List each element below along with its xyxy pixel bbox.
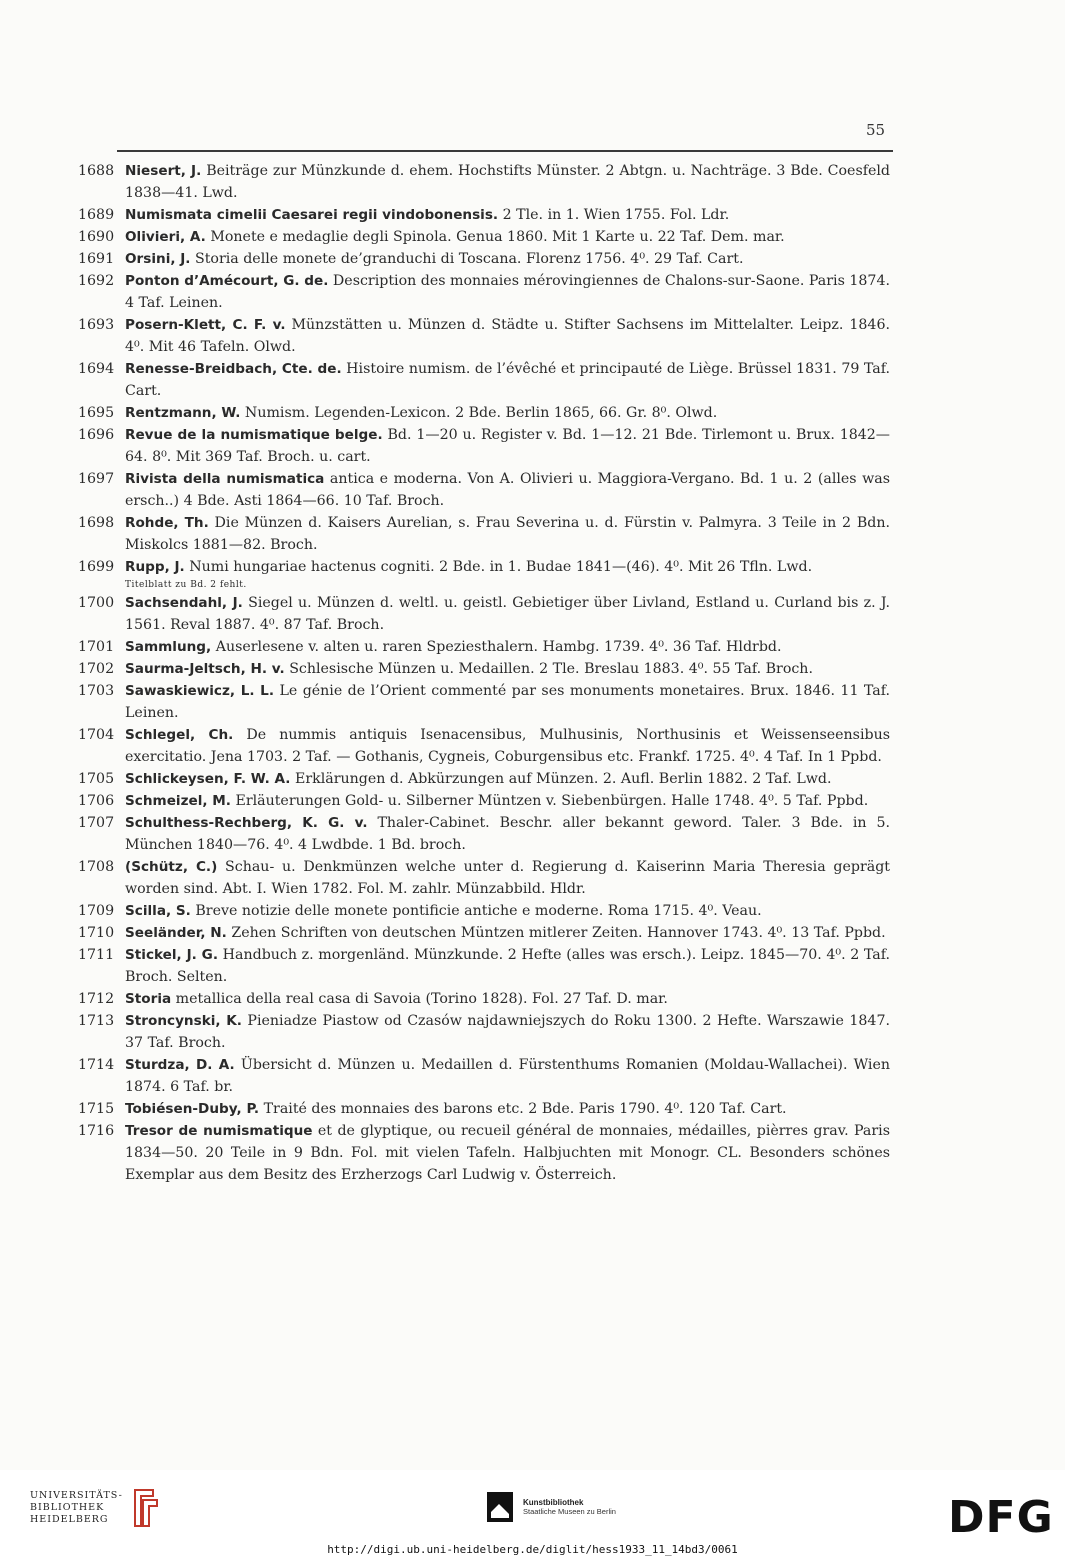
catalogue-entry: [78, 248, 890, 270]
entry-body: [125, 204, 890, 226]
kunstbibliothek-subtitle: Staatliche Museen zu Berlin: [523, 1507, 616, 1516]
entry-number: 1688: [78, 163, 115, 179]
entry-number: 1715: [78, 1101, 115, 1117]
entry-number: 1692: [78, 273, 115, 289]
entry-author: Tobiésen-Duby, P.: [125, 1101, 260, 1117]
entry-number: 1700: [78, 595, 115, 611]
entry-author: Sawaskiewicz, L. L.: [125, 683, 275, 699]
entry-body: [125, 358, 890, 402]
entry-body: [125, 1010, 890, 1054]
entry-number: 1711: [78, 947, 115, 963]
catalogue-entry: [78, 658, 890, 680]
entry-author: Schlickeysen, F. W. A.: [125, 771, 291, 787]
entry-body: [125, 512, 890, 556]
entry-body: [125, 468, 890, 512]
entry-number: 1712: [78, 991, 115, 1007]
entry-number: 1690: [78, 229, 115, 245]
catalogue-entry: [78, 1098, 890, 1120]
kunstbibliothek-emblem-icon: [487, 1492, 513, 1522]
entry-number: 1695: [78, 405, 115, 421]
entry-description: Schlesische Münzen u. Medaillen. 2 Tle. Breslau 1883. 4⁰. 55 Taf. Broch.: [284, 661, 813, 677]
entry-number: 1707: [78, 815, 115, 831]
entry-description: Auserlesene v. alten u. raren Speziesthalern. Hambg. 1739. 4⁰. 36 Taf. Hldrbd.: [211, 639, 782, 655]
page-number: 55: [866, 121, 886, 139]
entry-description: Pieniadze Piastow od Czasów najdawniejszych do Roku 1300. 2 Hefte. Warszawie 1847. 37 Taf. Broch.: [125, 1013, 890, 1051]
entry-description: antica e moderna. Von A. Olivieri u. Maggiora-Vergano. Bd. 1 u. 2 (alles was ersch..) 4 Bde. Asti 1864—66. 10 Taf. Broch.: [125, 471, 890, 509]
source-url[interactable]: http://digi.ub.uni-heidelberg.de/diglit/hess1933_11_14bd3/0061: [327, 1543, 738, 1556]
header-rule: [117, 150, 893, 152]
entry-author: Schulthess-Rechberg, K. G. v.: [125, 815, 368, 831]
entry-body: [125, 812, 890, 856]
catalogue-entry: [78, 1054, 890, 1098]
dfg-logo[interactable]: DFG: [948, 1492, 1054, 1543]
entry-description: et de glyptique, ou recueil général de monnaies, médailles, pièrres grav. Paris 1834—50. 20 Teile in 9 Bdn. Fol. mit vielen Tafeln. Halbjuchten mit Monogr. CL. Besonders schönes Exemplar aus dem Besitz des Erzherzogs Carl Ludwig v. Österreich.: [125, 1123, 890, 1183]
library-emblem-icon: [131, 1486, 161, 1530]
entry-description: Traité des monnaies des barons etc. 2 Bde. Paris 1790. 4⁰. 120 Taf. Cart.: [259, 1101, 787, 1117]
entry-body: [125, 680, 890, 724]
entry-author: Scilla, S.: [125, 903, 191, 919]
catalogue-entry: [78, 592, 890, 636]
entry-author: (Schütz, C.): [125, 859, 218, 875]
entry-body: [125, 856, 890, 900]
catalogue-entry: [78, 900, 890, 922]
entry-number: 1699: [78, 559, 115, 575]
entry-author: Posern-Klett, C. F. v.: [125, 317, 286, 333]
entry-author: Tresor de numismatique: [125, 1123, 313, 1139]
entry-description: Zehen Schriften von deutschen Müntzen mitlerer Zeiten. Hannover 1743. 4⁰. 13 Taf. Ppbd.: [226, 925, 886, 941]
catalogue-entry: [78, 944, 890, 988]
entry-body: [125, 724, 890, 768]
entry-author: Orsini, J.: [125, 251, 191, 267]
entry-description: De nummis antiquis Isenacensibus, Mulhusinis, Northusinis et Weissenseensibus exercitatio. Jena 1703. 2 Taf. — Gothanis, Cygneis, Coburgensibus etc. Frankf. 1725. 4⁰. 4 Taf. In 1 Ppbd.: [125, 727, 891, 765]
entry-body: [125, 160, 890, 204]
catalogue-entry: [78, 856, 890, 900]
entry-body: [125, 636, 890, 658]
entry-number: 1701: [78, 639, 115, 655]
entry-body: [125, 944, 890, 988]
entry-body: [125, 1054, 890, 1098]
entry-body: [125, 790, 890, 812]
entry-number: 1696: [78, 427, 115, 443]
entry-description: Breve notizie delle monete pontificie antiche e moderne. Roma 1715. 4⁰. Veau.: [190, 903, 762, 919]
entry-author: Stickel, J. G.: [125, 947, 218, 963]
catalogue-entry: [78, 812, 890, 856]
catalogue-entry: [78, 314, 890, 358]
entry-description: Erklärungen d. Abkürzungen auf Münzen. 2. Aufl. Berlin 1882. 2 Taf. Lwd.: [290, 771, 832, 787]
catalogue-entry: [78, 680, 890, 724]
entry-number: 1708: [78, 859, 115, 875]
catalogue-entry: [78, 988, 890, 1010]
entry-number: 1704: [78, 727, 115, 743]
catalogue-entries: [78, 160, 890, 1186]
catalogue-entry: [78, 1120, 890, 1186]
entry-number: 1693: [78, 317, 115, 333]
catalogue-entry: [78, 636, 890, 658]
entry-author: Rivista della numismatica: [125, 471, 325, 487]
kunstbibliothek-title: Kunstbibliothek: [523, 1498, 584, 1507]
entry-description: Numism. Legenden-Lexicon. 2 Bde. Berlin 1865, 66. Gr. 8⁰. Olwd.: [240, 405, 718, 421]
catalogue-entry: [78, 204, 890, 226]
catalogue-entry: [78, 226, 890, 248]
entry-number: 1691: [78, 251, 115, 267]
heidelberg-library-logo[interactable]: [30, 1486, 161, 1530]
entry-body: [125, 556, 890, 592]
catalogue-entry: [78, 358, 890, 402]
entry-body: [125, 988, 890, 1010]
entry-body: [125, 922, 890, 944]
entry-number: 1714: [78, 1057, 115, 1073]
entry-author: Saurma-Jeltsch, H. v.: [125, 661, 285, 677]
entry-number: 1689: [78, 207, 115, 223]
entry-author: Rupp, J.: [125, 559, 185, 575]
entry-body: [125, 658, 890, 680]
catalogue-entry: [78, 724, 890, 768]
entry-number: 1710: [78, 925, 115, 941]
entry-body: [125, 1098, 890, 1120]
entry-author: Rohde, Th.: [125, 515, 209, 531]
entry-note: Titelblatt zu Bd. 2 fehlt.: [125, 580, 247, 590]
entry-description: Bd. 1—20 u. Register v. Bd. 1—12. 21 Bde. Tirlemont u. Brux. 1842—64. 8⁰. Mit 369 Taf. Broch. u. cart.: [125, 427, 890, 465]
entry-body: [125, 226, 890, 248]
entry-number: 1702: [78, 661, 115, 677]
entry-body: [125, 248, 890, 270]
catalogue-entry: [78, 768, 890, 790]
entry-description: Le génie de l’Orient commenté par ses monuments monetaires. Brux. 1846. 11 Taf. Leinen.: [125, 683, 890, 721]
catalogue-entry: [78, 424, 890, 468]
entry-author: Sturdza, D. A.: [125, 1057, 235, 1073]
entry-author: Schmeizel, M.: [125, 793, 231, 809]
entry-number: 1705: [78, 771, 115, 787]
entry-description: Monete e medaglie degli Spinola. Genua 1860. Mit 1 Karte u. 22 Taf. Dem. mar.: [205, 229, 785, 245]
entry-author: Numismata cimelii Caesarei regii vindobonensis.: [125, 207, 499, 223]
entry-description: Die Münzen d. Kaisers Aurelian, s. Frau Severina u. d. Fürstin v. Palmyra. 3 Teile in 2 Bdn. Miskolcs 1881—82. Broch.: [125, 515, 890, 553]
entry-number: 1703: [78, 683, 115, 699]
kunstbibliothek-logo[interactable]: [487, 1492, 616, 1522]
entry-number: 1716: [78, 1123, 115, 1139]
catalogue-entry: [78, 1010, 890, 1054]
entry-description: Übersicht d. Münzen u. Medaillen d. Fürstenthums Romanien (Moldau-Wallachei). Wien 1874. 6 Taf. br.: [125, 1057, 890, 1095]
entry-body: [125, 900, 890, 922]
catalogue-entry: [78, 922, 890, 944]
entry-author: Sachsendahl, J.: [125, 595, 243, 611]
entry-description: metallica della real casa di Savoia (Torino 1828). Fol. 27 Taf. D. mar.: [171, 991, 668, 1007]
catalogue-entry: [78, 512, 890, 556]
entry-author: Niesert, J.: [125, 163, 202, 179]
entry-author: Revue de la numismatique belge.: [125, 427, 383, 443]
entry-number: 1698: [78, 515, 115, 531]
entry-number: 1694: [78, 361, 115, 377]
entry-number: 1709: [78, 903, 115, 919]
entry-body: [125, 592, 890, 636]
entry-body: [125, 270, 890, 314]
entry-author: Sammlung,: [125, 639, 212, 655]
entry-description: Storia delle monete de’granduchi di Toscana. Florenz 1756. 4⁰. 29 Taf. Cart.: [190, 251, 744, 267]
footer: [0, 1470, 1065, 1560]
entry-author: Storia: [125, 991, 172, 1007]
entry-body: [125, 402, 890, 424]
entry-author: Renesse-Breidbach, Cte. de.: [125, 361, 342, 377]
entry-author: Stroncynski, K.: [125, 1013, 242, 1029]
entry-description: Erläuterungen Gold- u. Silberner Müntzen v. Siebenbürgen. Halle 1748. 4⁰. 5 Taf. Ppbd.: [230, 793, 869, 809]
entry-number: 1706: [78, 793, 115, 809]
entry-description: 2 Tle. in 1. Wien 1755. Fol. Ldr.: [498, 207, 730, 223]
entry-number: 1713: [78, 1013, 115, 1029]
library-name: UNIVERSITÄTS- BIBLIOTHEK HEIDELBERG: [30, 1490, 123, 1525]
entry-description: Numi hungariae hactenus cogniti. 2 Bde. in 1. Budae 1841—(46). 4⁰. Mit 26 Tfln. Lwd.: [184, 559, 813, 575]
catalogue-entry: [78, 402, 890, 424]
catalogue-entry: [78, 556, 890, 592]
entry-number: 1697: [78, 471, 115, 487]
entry-body: [125, 1120, 890, 1186]
entry-description: Handbuch z. morgenländ. Münzkunde. 2 Hefte (alles was ersch.). Leipz. 1845—70. 4⁰. 2 Taf. Broch. Selten.: [125, 947, 891, 985]
entry-description: Beiträge zur Münzkunde d. ehem. Hochstifts Münster. 2 Abtgn. u. Nachträge. 3 Bde. Coesfeld 1838—41. Lwd.: [125, 163, 891, 201]
entry-description: Schau- u. Denkmünzen welche unter d. Regierung d. Kaiserinn Maria Theresia geprägt worden sind. Abt. I. Wien 1782. Fol. M. zahlr. Münzabbild. Hldr.: [125, 859, 890, 897]
entry-description: Thaler-Cabinet. Beschr. aller bekannt geword. Taler. 3 Bde. in 5. München 1840—76. 4⁰. 4 Lwdbde. 1 Bd. broch.: [125, 815, 890, 853]
entry-author: Rentzmann, W.: [125, 405, 241, 421]
entry-description: Münzstätten u. Münzen d. Städte u. Stifter Sachsens im Mittelalter. Leipz. 1846. 4⁰. Mit 46 Tafeln. Olwd.: [125, 317, 890, 355]
entry-author: Seeländer, N.: [125, 925, 227, 941]
entry-description: Siegel u. Münzen d. weltl. u. geistl. Gebietiger über Livland, Estland u. Curland bis z. J. 1561. Reval 1887. 4⁰. 87 Taf. Broch.: [125, 595, 890, 633]
catalogue-entry: [78, 790, 890, 812]
entry-author: Olivieri, A.: [125, 229, 206, 245]
entry-body: [125, 424, 890, 468]
catalogue-entry: [78, 160, 890, 204]
catalogue-entry: [78, 468, 890, 512]
entry-body: [125, 314, 890, 358]
entry-description: Description des monnaies mérovingiennes de Chalons-sur-Saone. Paris 1874. 4 Taf. Leinen.: [125, 273, 890, 311]
catalogue-entry: [78, 270, 890, 314]
entry-description: Histoire numism. de l’évêché et principauté de Liège. Brüssel 1831. 79 Taf. Cart.: [125, 361, 890, 399]
entry-author: Ponton d’Amécourt, G. de.: [125, 273, 329, 289]
entry-body: [125, 768, 890, 790]
entry-author: Schlegel, Ch.: [125, 727, 234, 743]
